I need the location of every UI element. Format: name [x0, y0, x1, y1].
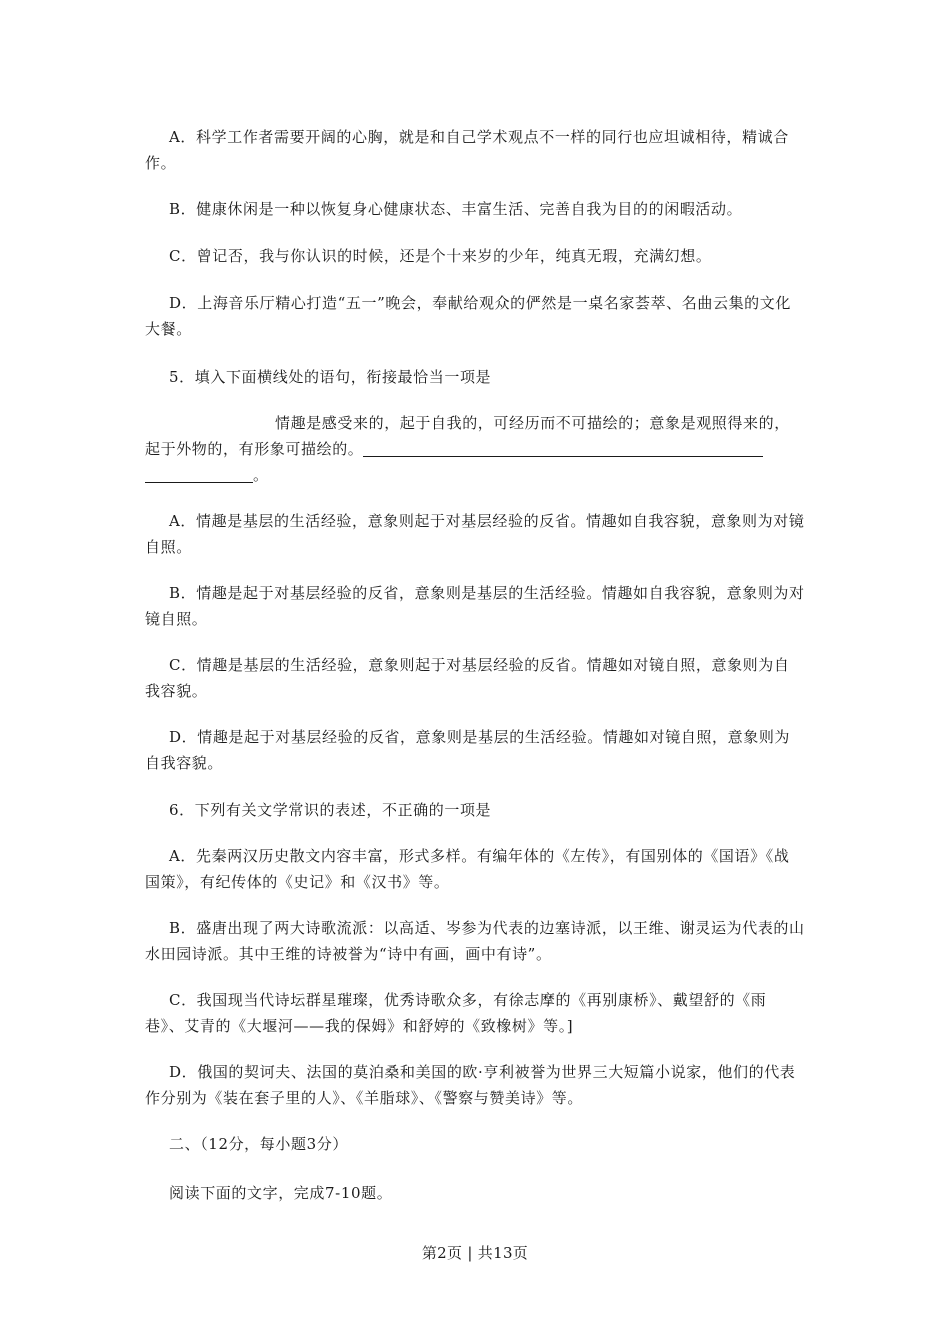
- q6-option-c: C．我国现当代诗坛群星璀璨，优秀诗歌众多，有徐志摩的《再别康桥》、戴望舒的《雨巷》、艾青的《大堰河——我的保姆》和舒婷的《致橡树》等。]: [145, 991, 767, 1035]
- answer-blank-2: [145, 466, 253, 483]
- section-instruction: 阅读下面的文字，完成7-10题。: [169, 1184, 393, 1202]
- q5-option-d: D．情趣是起于对基层经验的反省，意象则是基层的生活经验。情趣如对镜自照，意象则为自我容貌。: [145, 728, 791, 772]
- q6-option-a: A．先秦两汉历史散文内容丰富，形式多样。有编年体的《左传》，有国别体的《国语》《战国策》，有纪传体的《史记》和《汉书》等。: [145, 847, 790, 891]
- q4-option-c: C．曾记否，我与你认识的时候，还是个十来岁的少年，纯真无瑕，充满幻想。: [169, 247, 712, 265]
- q5-stem: 5．填入下面横线处的语句，衔接最恰当一项是: [169, 368, 492, 386]
- q5-end-mark: 。: [253, 466, 269, 484]
- q5-blank-line: [145, 462, 805, 488]
- q5-passage-text: 情趣是感受来的，起于自我的，可经历而不可描绘的；意象是观照得来的，起于外物的，有形象可描绘的。: [145, 414, 790, 458]
- q4-option-b: B．健康休闲是一种以恢复身心健康状态、丰富生活、完善自我为目的的闲暇活动。: [169, 200, 743, 218]
- q4-option-a: A．科学工作者需要开阔的心胸，就是和自己学术观点不一样的同行也应坦诚相待，精诚合作。: [145, 128, 789, 172]
- q4-option-d: D．上海音乐厅精心打造“五一”晚会，奉献给观众的俨然是一桌名家荟萃、名曲云集的文化大餐。: [145, 294, 791, 338]
- q6-stem: 6．下列有关文学常识的表述，不正确的一项是: [169, 801, 492, 819]
- q6-option-b: B．盛唐出现了两大诗歌流派：以高适、岑参为代表的边塞诗派，以王维、谢灵运为代表的山水田园诗派。其中王维的诗被誉为“诗中有画，画中有诗”。: [145, 919, 805, 963]
- q5-option-a: A．情趣是基层的生活经验，意象则起于对基层经验的反省。情趣如自我容貌，意象则为对镜自照。: [145, 512, 805, 556]
- q5-option-b: B．情趣是起于对基层经验的反省，意象则是基层的生活经验。情趣如自我容貌，意象则为对镜自照。: [145, 584, 805, 628]
- section-heading: 二、（12分，每小题3分）: [169, 1135, 348, 1153]
- page-footer: 第2页 | 共13页: [421, 1244, 529, 1262]
- answer-blank-1: [363, 440, 763, 457]
- q5-option-c: C．情趣是基层的生活经验，意象则起于对基层经验的反省。情趣如对镜自照，意象则为自我容貌。: [145, 656, 790, 700]
- q6-option-d: D．俄国的契诃夫、法国的莫泊桑和美国的欧·亨利被誉为世界三大短篇小说家，他们的代表作分别为《装在套子里的人》、《羊脂球》、《警察与赞美诗》等。: [145, 1063, 796, 1107]
- q5-passage: [145, 410, 805, 462]
